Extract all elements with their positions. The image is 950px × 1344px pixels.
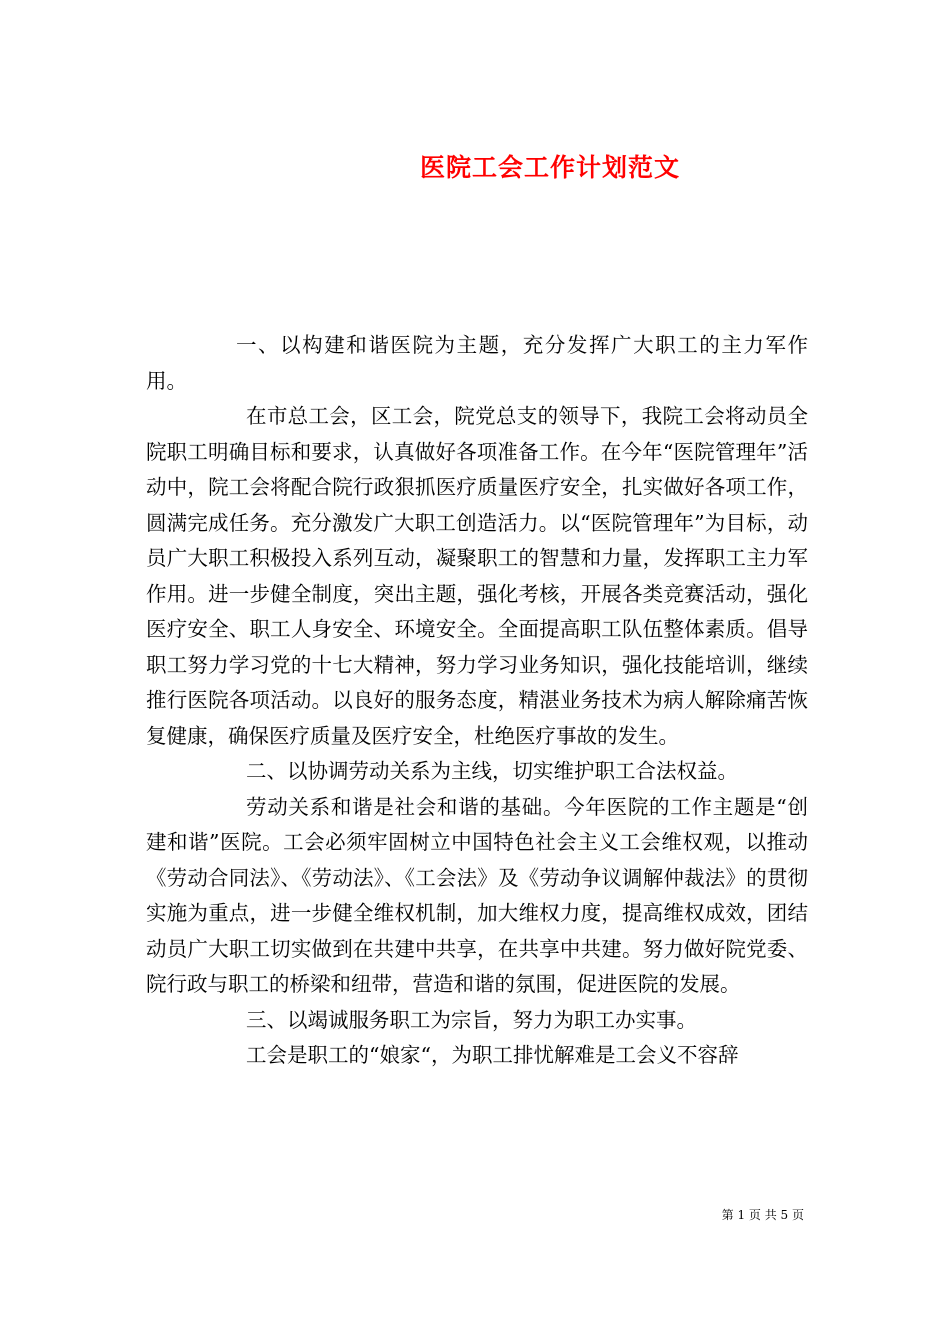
document-body: [146, 328, 808, 1074]
page-title: 医院工会工作计划范文: [419, 152, 680, 182]
paragraph-3: 工会是职工的“娘家“，为职工排忧解难是工会义不容辞: [246, 1043, 739, 1067]
page-number-footer: 第 1 页 共 5 页: [721, 1208, 804, 1222]
paragraph-1: 在市总工会，区工会，院党总支的领导下，我院工会将动员全院职工明确目标和要求，认真做好各项准备工作。在今年“医院管理年”活动中，院工会将配合院行政狠抓医疗质量医疗安全，扎实做好各项工作，圆满完成任务。充分激发广大职工创造活力。以“医院管理年”为目标，动员广大职工积极投入系列互动，凝聚职工的智慧和力量，发挥职工主力军作用。进一步健全制度，突出主题，强化考核，开展各类竞赛活动，强化医疗安全、职工人身安全、环境安全。全面提高职工队伍整体素质。倡导职工努力学习党的十七大精神，努力学习业务知识，强化技能培训，继续推行医院各项活动。以良好的服务态度，精湛业务技术为病人解除痛苦恢复健康，确保医疗质量及医疗安全，杜绝医疗事故的发生。: [146, 404, 808, 748]
section-heading-3: 三、以竭诚服务职工为宗旨，努力为职工办实事。: [246, 1007, 697, 1032]
section-heading-2: 二、以协调劳动关系为主线，切实维护职工合法权益。: [246, 759, 738, 783]
paragraph-2: 劳动关系和谐是社会和谐的基础。今年医院的工作主题是“创建和谐”医院。工会必须牢固树立中国特色社会主义工会维权观，以推动《劳动合同法》、《劳动法》、《工会法》及《劳动争议调解仲裁法》的贯彻实施为重点，进一步健全维权机制，加大维权力度，提高维权成效，团结动员广大职工切实做到在共建中共享，在共享中共建。努力做好院党委、院行政与职工的桥梁和纽带，营造和谐的氛围，促进医院的发展。: [146, 794, 808, 996]
section-heading-1: 一、以构建和谐医院为主题，充分发挥广大职工的主力军作用。: [146, 333, 808, 393]
